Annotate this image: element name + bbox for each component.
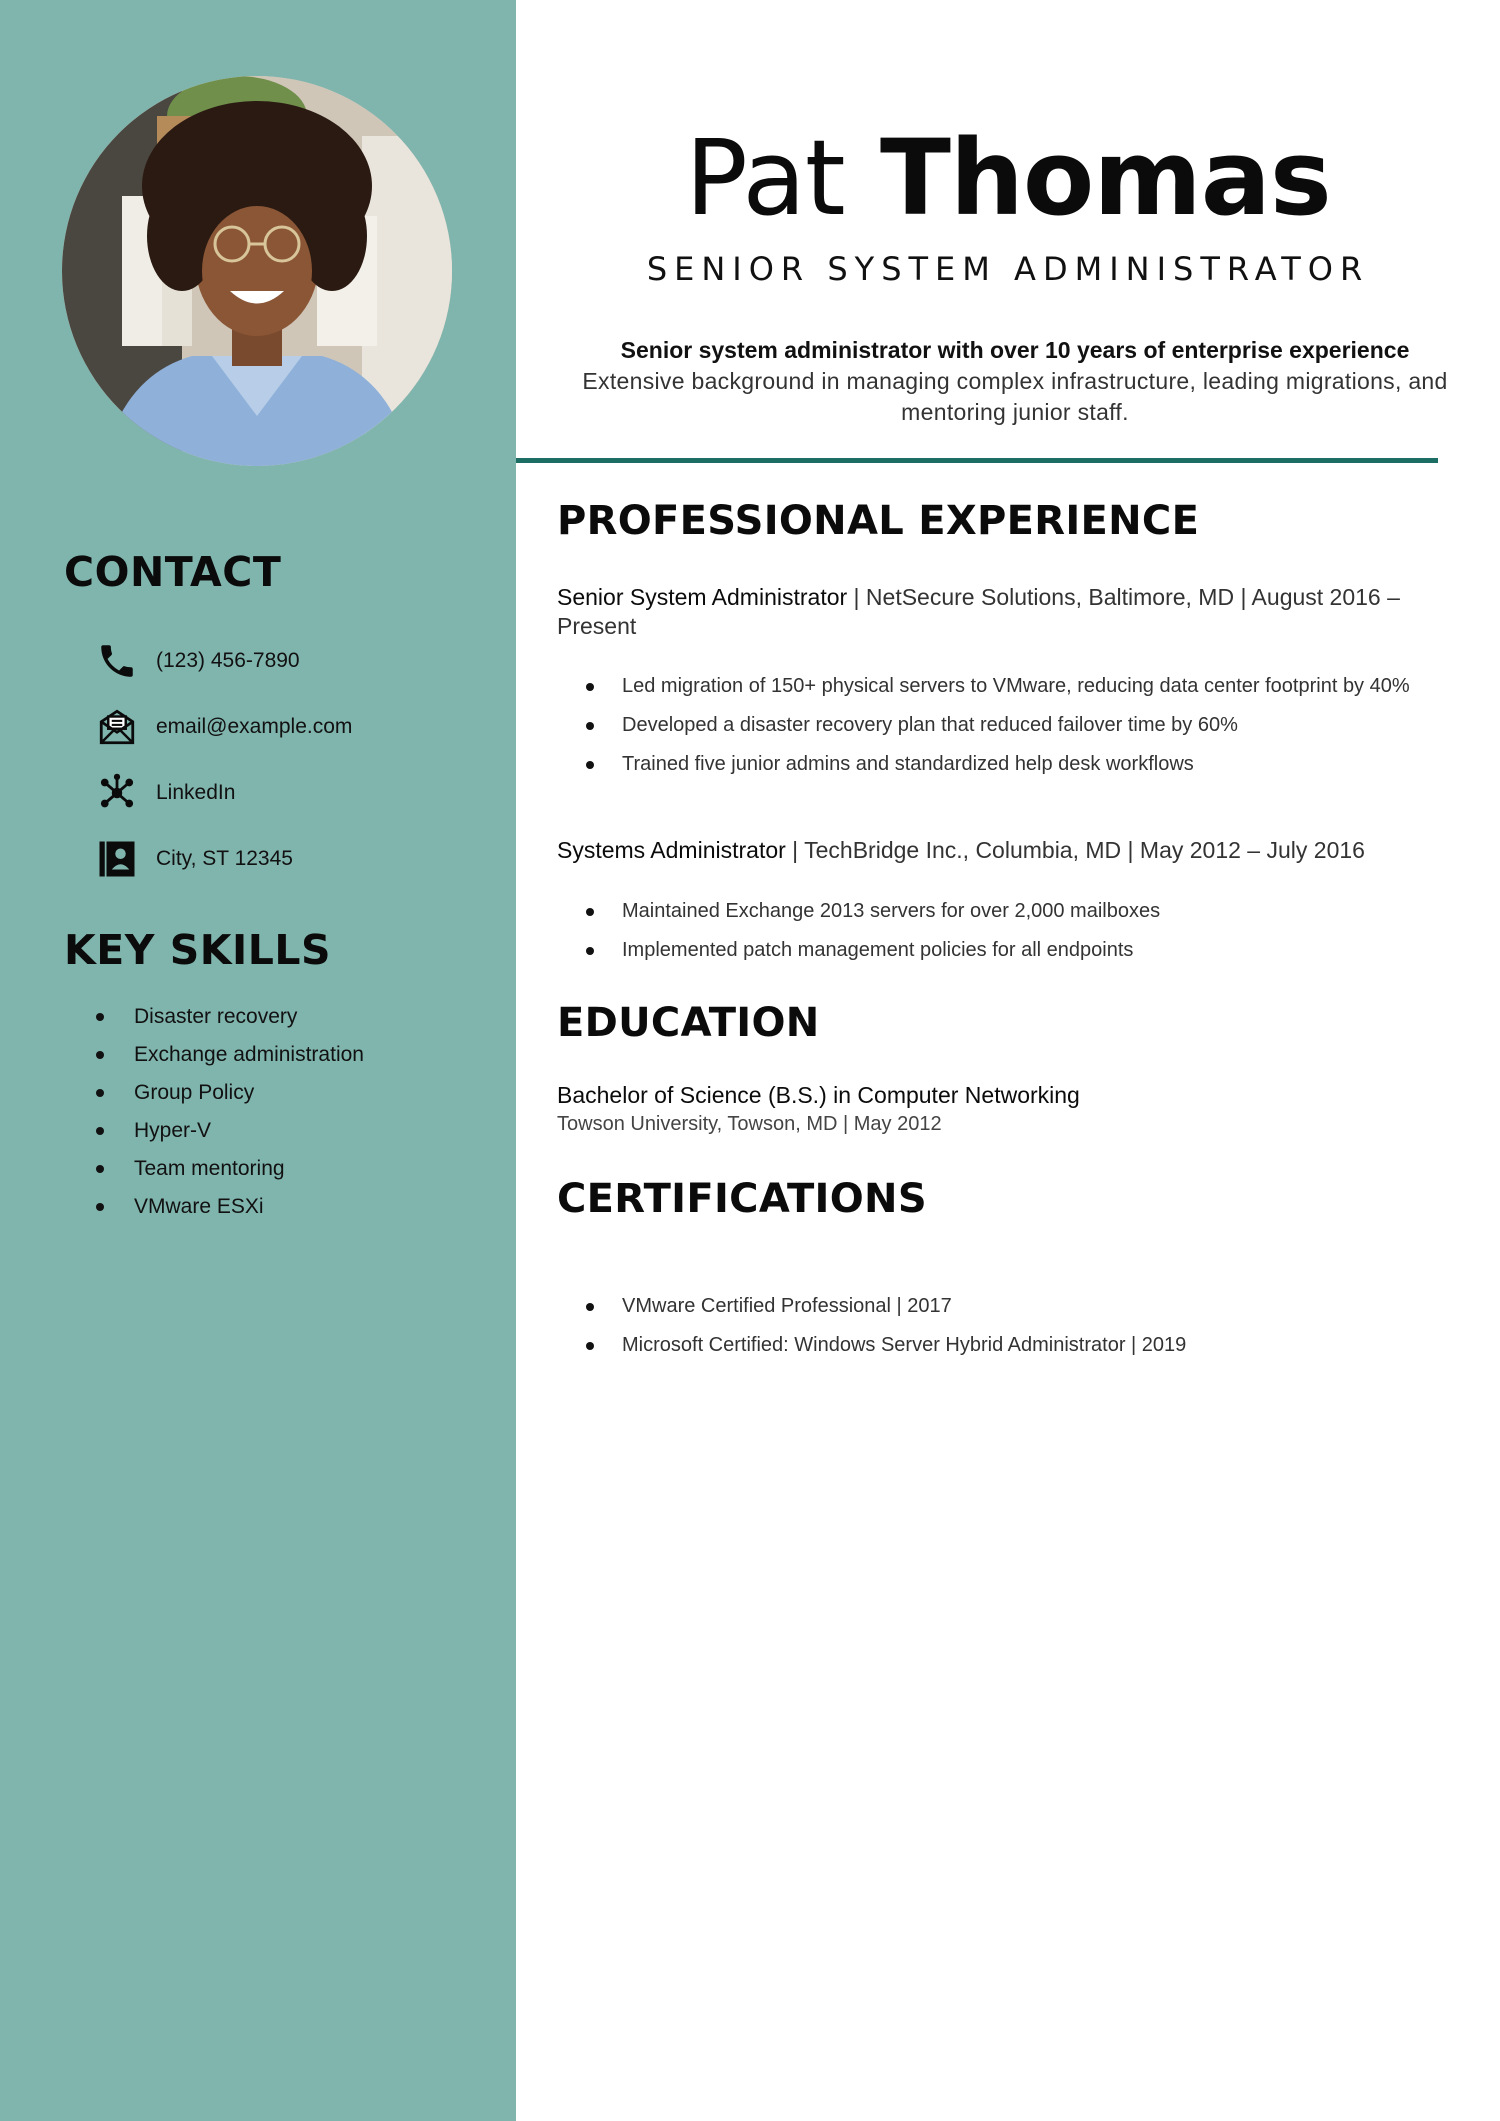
bullet-dot xyxy=(586,761,594,769)
bullet-dot xyxy=(586,683,594,691)
contact-linkedin-text[interactable]: LinkedIn xyxy=(156,781,236,804)
bullet-dot xyxy=(96,1089,104,1097)
skill-item xyxy=(96,998,364,1036)
experience-heading: PROFESSIONAL EXPERIENCE xyxy=(557,498,1200,544)
profile-photo-image xyxy=(62,76,452,466)
profile-photo xyxy=(62,76,452,466)
skill-label: Group Policy xyxy=(134,1081,255,1104)
job-role: Systems Administrator xyxy=(557,837,786,863)
address-icon xyxy=(94,836,140,882)
skill-label: Disaster recovery xyxy=(134,1005,298,1028)
sidebar xyxy=(0,0,516,2121)
job-bullet xyxy=(586,898,1436,925)
bullet-dot xyxy=(96,1165,104,1173)
job-details: | NetSecure Solutions, Baltimore, MD | August 2016 – Present xyxy=(557,584,1400,639)
education-degree: Bachelor of Science (B.S.) in Computer Networking xyxy=(557,1082,1080,1108)
job-title-line xyxy=(557,836,1437,865)
bullet-dot xyxy=(96,1203,104,1211)
contact-list xyxy=(94,628,494,892)
skills-list xyxy=(96,998,364,1226)
header-divider xyxy=(516,458,1438,463)
skill-label: Hyper-V xyxy=(134,1119,212,1142)
contact-address-text: City, ST 12345 xyxy=(156,847,293,870)
certifications-heading: CERTIFICATIONS xyxy=(557,1176,927,1222)
email-icon xyxy=(94,704,140,750)
certification-item xyxy=(586,1332,1436,1359)
last-name: Thomas xyxy=(879,117,1331,239)
skill-item xyxy=(96,1150,364,1188)
candidate-name xyxy=(516,118,1500,238)
contact-address xyxy=(94,826,494,892)
contact-linkedin xyxy=(94,760,494,826)
skill-item xyxy=(96,1036,364,1074)
skill-label: Team mentoring xyxy=(134,1157,285,1180)
contact-email xyxy=(94,694,494,760)
job-bullets xyxy=(586,898,1436,976)
job-bullet xyxy=(586,751,1436,778)
bullet-text: Implemented patch management policies for all endpoints xyxy=(622,939,1134,961)
bullet-dot xyxy=(96,1051,104,1059)
skill-item xyxy=(96,1188,364,1226)
skill-item xyxy=(96,1112,364,1150)
job-title-line xyxy=(557,583,1437,641)
skill-label: Exchange administration xyxy=(134,1043,364,1066)
bullet-text: Led migration of 150+ physical servers to VMware, reducing data center footprint by 40% xyxy=(622,675,1410,697)
bullet-dot xyxy=(586,1342,594,1350)
bullet-dot xyxy=(96,1127,104,1135)
job-bullet xyxy=(586,673,1436,700)
first-name: Pat xyxy=(685,117,845,239)
certification-item xyxy=(586,1293,1436,1320)
skills-heading: KEY SKILLS xyxy=(64,926,332,974)
bullet-dot xyxy=(586,1303,594,1311)
bullet-text: Maintained Exchange 2013 servers for over 2,000 mailboxes xyxy=(622,900,1161,922)
job-details: | TechBridge Inc., Columbia, MD | May 2012 – July 2016 xyxy=(785,837,1365,863)
summary-text: Extensive background in managing complex infrastructure, leading migrations, and mentoring junior staff. xyxy=(582,368,1448,425)
skill-item xyxy=(96,1074,364,1112)
bullet-text: Developed a disaster recovery plan that reduced failover time by 60% xyxy=(622,714,1238,736)
phone-icon xyxy=(94,638,140,684)
skill-label: VMware ESXi xyxy=(134,1195,264,1218)
contact-phone xyxy=(94,628,494,694)
certification-list xyxy=(586,1293,1436,1371)
contact-email-text[interactable]: email@example.com xyxy=(156,715,353,738)
certification-text: Microsoft Certified: Windows Server Hybrid Administrator | 2019 xyxy=(622,1334,1187,1356)
job-bullet xyxy=(586,712,1436,739)
bullet-dot xyxy=(586,722,594,730)
bullet-dot xyxy=(586,947,594,955)
bullet-dot xyxy=(586,908,594,916)
summary-headline: Senior system administrator with over 10 years of enterprise experience xyxy=(620,337,1410,363)
job-title: SENIOR SYSTEM ADMINISTRATOR xyxy=(646,250,1370,288)
education-school: Towson University, Towson, MD | May 2012 xyxy=(557,1113,942,1135)
bullet-dot xyxy=(96,1013,104,1021)
contact-phone-text[interactable]: (123) 456-7890 xyxy=(156,649,300,672)
job-role: Senior System Administrator xyxy=(557,584,848,610)
contact-heading: CONTACT xyxy=(64,548,282,596)
summary xyxy=(560,334,1470,428)
linkedin-icon xyxy=(94,770,140,816)
education-heading: EDUCATION xyxy=(557,1000,820,1046)
bullet-text: Trained five junior admins and standardized help desk workflows xyxy=(622,753,1194,775)
certification-text: VMware Certified Professional | 2017 xyxy=(622,1295,952,1317)
job-bullets xyxy=(586,673,1436,790)
job-bullet xyxy=(586,937,1436,964)
